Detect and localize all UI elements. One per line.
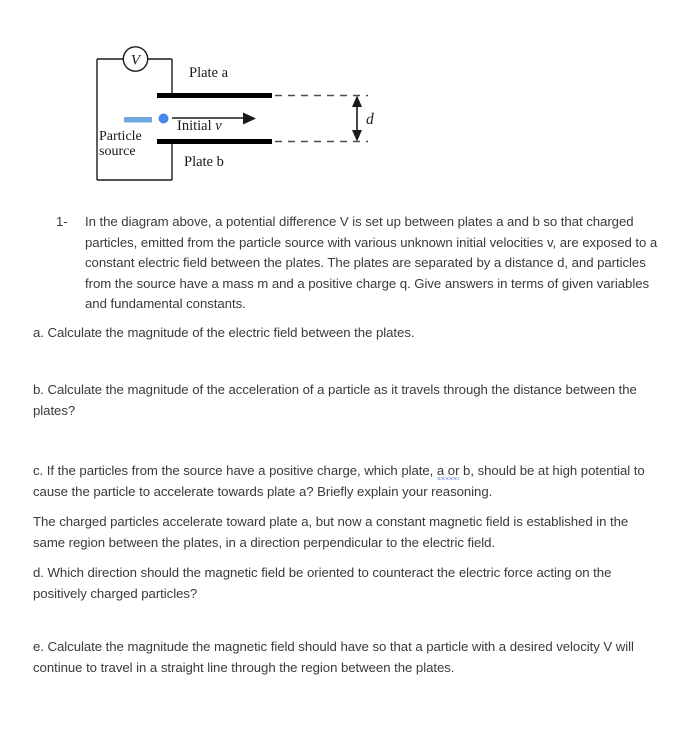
question-number: 1-	[56, 214, 68, 229]
question-part-b: b. Calculate the magnitude of the acceleration of a particle as it travels through the distance between the plates?	[33, 382, 637, 418]
initial-velocity-label: Initial v	[177, 118, 222, 134]
particle-source-label-line1: Particle	[99, 129, 142, 144]
particle-source-bar	[124, 117, 152, 123]
question-stem	[56, 212, 664, 315]
problem-diagram	[0, 0, 699, 205]
question-stem-text: In the diagram above, a potential difference V is set up between plates a and b so that charged particles, emitted from the particle source with various unknown initial velocities v, are exposed to a constant electric field between the plates. The plates are separated by a distance d, and particles from the source have a mass m and a positive charge q. Give answers in terms of given variables and fundamental constants.	[85, 214, 658, 312]
particle-source-label-line2: source	[99, 144, 136, 159]
charged-particle-dot	[159, 114, 169, 124]
question-part-e: e. Calculate the magnitude the magnetic field should have so that a particle with a desired velocity V will continue to travel in a straight line through the region between the plates.	[33, 639, 634, 675]
plate-a-label: Plate a	[189, 65, 229, 81]
question-part-c	[33, 461, 663, 502]
parallel-plate-diagram-svg	[0, 0, 699, 205]
plate-a-bar	[157, 93, 272, 98]
question-part-c-before: c. If the particles from the source have a positive charge, which plate,	[33, 463, 437, 478]
voltage-source-label: V	[130, 52, 141, 69]
question-part-a: a. Calculate the magnitude of the electric field between the plates.	[33, 325, 415, 340]
question-part-c-after: b, should be at high potential to cause the particle to accelerate towards plate a? Briefly explain your reasoning.	[33, 463, 645, 499]
plate-separation-arrow	[352, 96, 362, 142]
plate-b-label: Plate b	[184, 154, 224, 170]
separation-label-d: d	[366, 111, 374, 128]
grammar-flagged-text: a or	[436, 463, 460, 478]
question-part-c-followup: The charged particles accelerate toward plate a, but now a constant magnetic field is established in the same region between the plates, in a direction perpendicular to the electric field.	[33, 514, 629, 550]
plate-b-bar	[157, 139, 272, 144]
question-part-d: d. Which direction should the magnetic field be oriented to counteract the electric force acting on the positively charged particles?	[33, 565, 612, 601]
